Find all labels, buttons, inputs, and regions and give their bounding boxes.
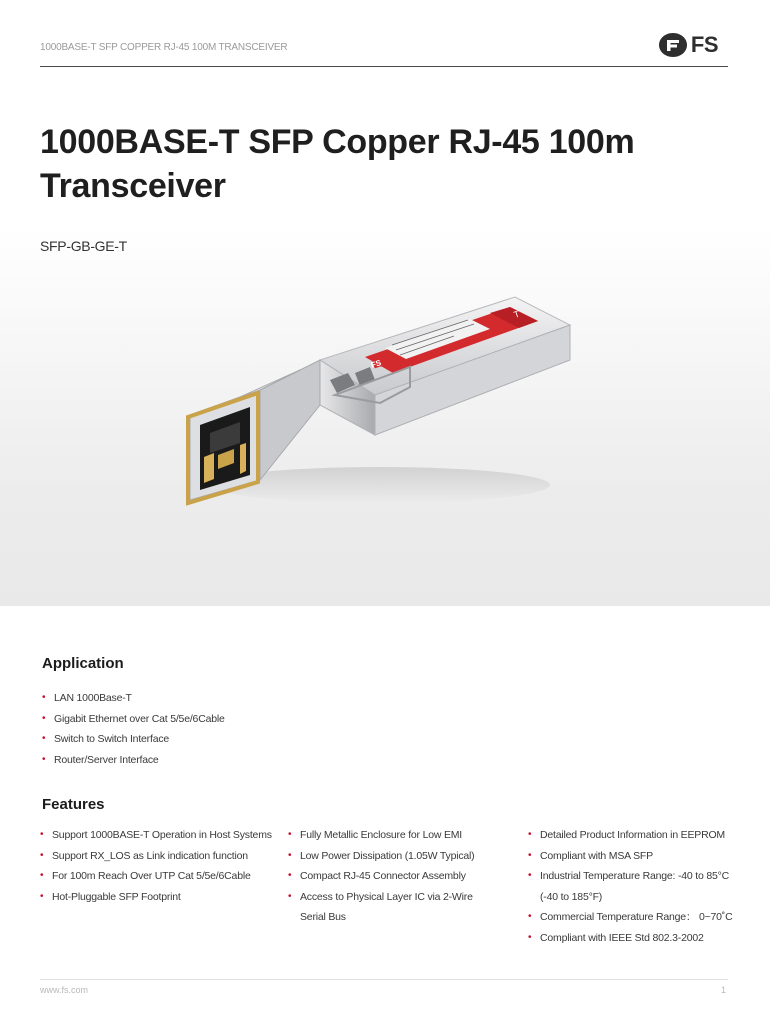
list-item: • Router/Server Interface (42, 750, 342, 771)
features-col1 (40, 825, 272, 907)
list-item: • Compliant with MSA SFP (528, 846, 748, 867)
list-item: • Compliant with IEEE Std 802.3-2002 (528, 928, 748, 949)
features-col2 (288, 825, 498, 928)
list-item: • Fully Metallic Enclosure for Low EMI (288, 825, 498, 846)
list-item: • Support 1000BASE-T Operation in Host Systems (40, 825, 272, 846)
page-header (40, 30, 728, 67)
features-col3 (528, 825, 748, 948)
page-footer (40, 979, 728, 1000)
header-title: 1000BASE-T SFP COPPER RJ-45 100M TRANSCEIVER (40, 42, 288, 53)
list-item: • Hot-Pluggable SFP Footprint (40, 887, 272, 908)
footer-url[interactable]: www.fs.com (40, 985, 89, 995)
list-item: • LAN 1000Base-T (42, 688, 342, 709)
list-item: • Gigabit Ethernet over Cat 5/5e/6Cable (42, 709, 342, 730)
product-image (170, 285, 590, 525)
list-item: • Support RX_LOS as Link indication function (40, 846, 272, 867)
features-heading: Features (42, 796, 105, 813)
fs-logo (658, 30, 718, 60)
list-item: • For 100m Reach Over UTP Cat 5/5e/6Cable (40, 866, 272, 887)
logo-text: FS (690, 32, 718, 57)
list-item: • Access to Physical Layer IC via 2-Wire Serial Bus (288, 887, 498, 928)
model-number: SFP-GB-GE-T (40, 238, 127, 254)
fs-logo-icon (658, 32, 688, 58)
list-item: • Industrial Temperature Range: -40 to 85°C (-40 to 185°F) (528, 866, 748, 907)
rj45-housing-side (260, 360, 320, 480)
application-heading: Application (42, 655, 124, 672)
list-item: • Detailed Product Information in EEPROM (528, 825, 748, 846)
list-item: • Commercial Temperature Range： 0~70˚C (528, 907, 748, 928)
application-list (42, 688, 342, 770)
page-title: 1000BASE-T SFP Copper RJ-45 100m Transceiver (40, 123, 635, 205)
label-tag-text: T (512, 308, 521, 320)
label-brand: FS (369, 358, 383, 370)
list-item: • Compact RJ-45 Connector Assembly (288, 866, 498, 887)
list-item: • Switch to Switch Interface (42, 729, 342, 750)
list-item: • Low Power Dissipation (1.05W Typical) (288, 846, 498, 867)
page-number: 1 (720, 985, 726, 995)
